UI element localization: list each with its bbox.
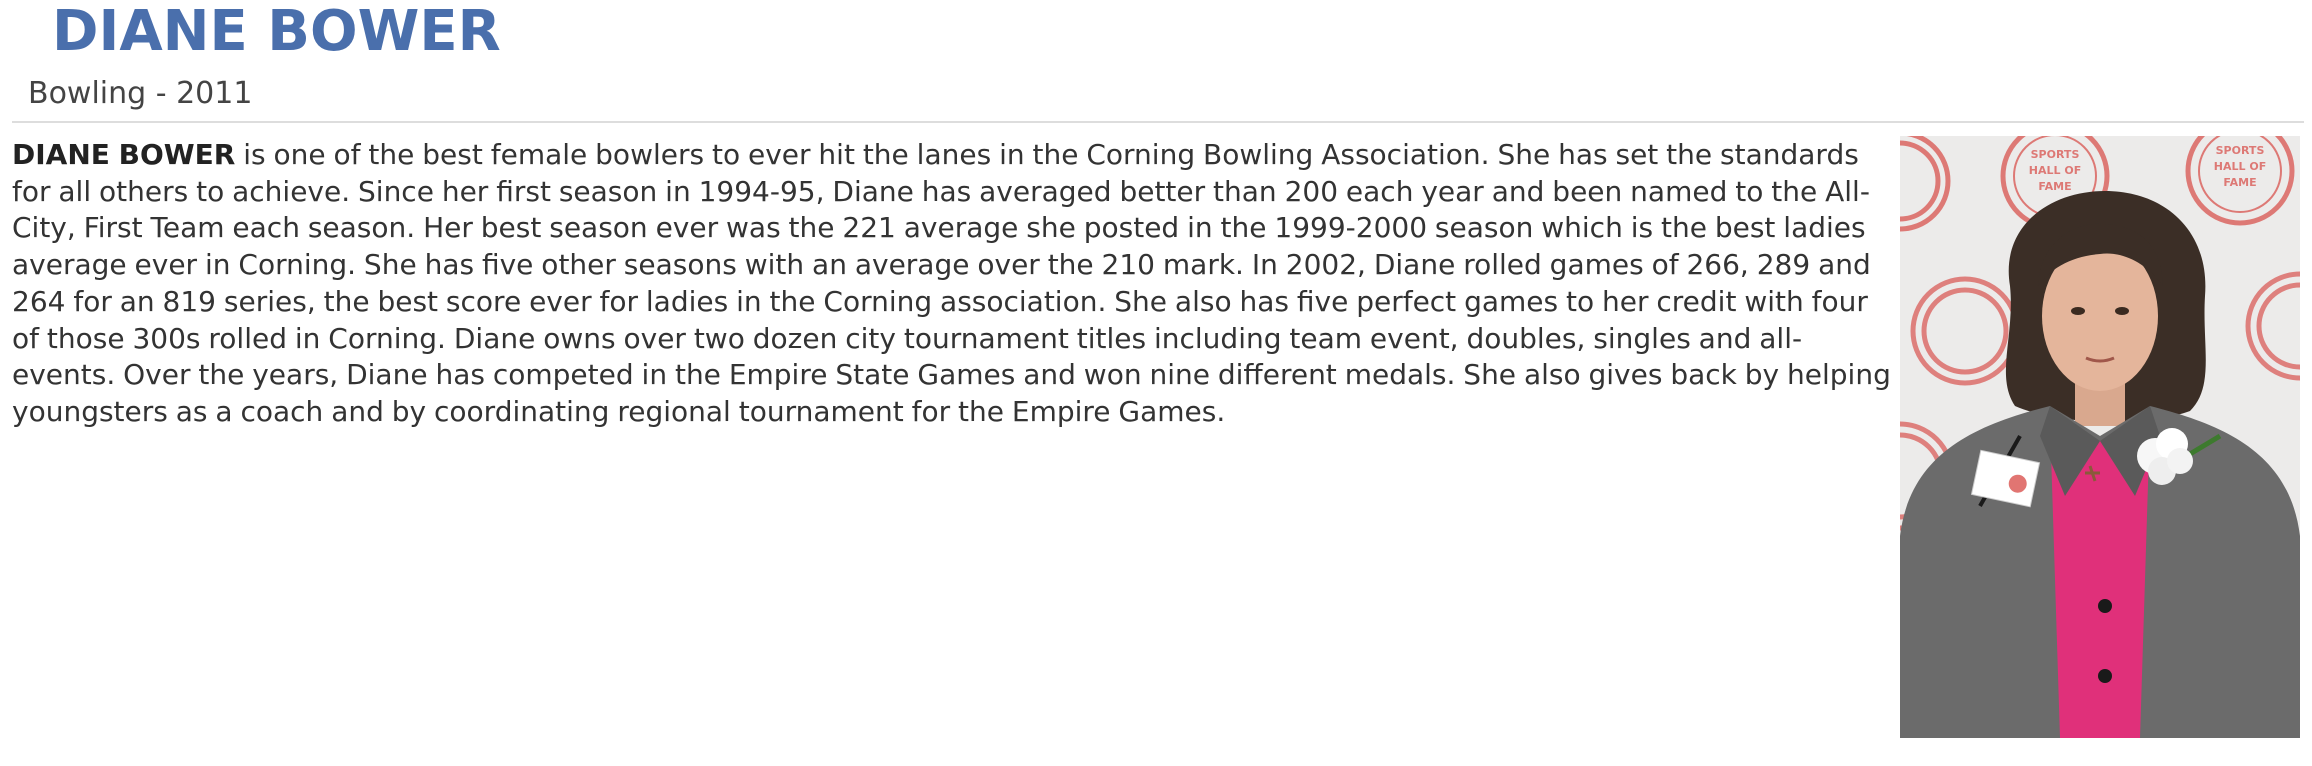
inductee-portrait-illustration [1900, 136, 2300, 738]
inductee-name-heading: DIANE BOWER [52, 0, 501, 64]
backdrop-logo-right-line-3: FAME [2223, 176, 2257, 189]
portrait-left-eye [2071, 307, 2085, 315]
backdrop-logo-line-1: SPORTS [2030, 148, 2080, 161]
backdrop-logo-right-line-2: HALL OF [2213, 160, 2267, 173]
inductee-sport-year: Bowling - 2011 [28, 76, 253, 111]
inductee-photo [1900, 136, 2300, 738]
backdrop-logo-line-2: HALL OF [2028, 164, 2082, 177]
backdrop-logo-line-3: FAME [2038, 180, 2072, 193]
jacket-button-2 [2098, 669, 2112, 683]
backdrop-logo-right-line-1: SPORTS [2215, 144, 2265, 157]
portrait-right-eye [2115, 307, 2129, 315]
inductee-bio [12, 137, 1892, 431]
header-divider [12, 121, 2304, 123]
bio-text: is one of the best female bowlers to ever hit the lanes in the Corning Bowling Association. She has set the standards for all others to achieve. Since her first season in 1994-95, Diane has averaged better than 200 each year and been named to the All-City, First Team each season. Her best season ever was the 221 average she posted in the 1999-2000 season which is the best ladies average ever in Corning. She has five other seasons with an average over the 210 mark. In 2002, Diane rolled games of 266, 289 and 264 for an 819 series, the best score ever for ladies in the Corning association. She also has five perfect games to her credit with four of those 300s rolled in Corning. Diane owns over two dozen city tournament titles including team event, doubles, singles and all-events. Over the years, Diane has competed in the Empire State Games and won nine different medals. She also gives back by helping youngsters as a coach and by coordinating regional tournament for the Empire Games. [12, 138, 1891, 428]
jacket-button-1 [2098, 599, 2112, 613]
bio-lead-name: DIANE BOWER [12, 138, 236, 171]
